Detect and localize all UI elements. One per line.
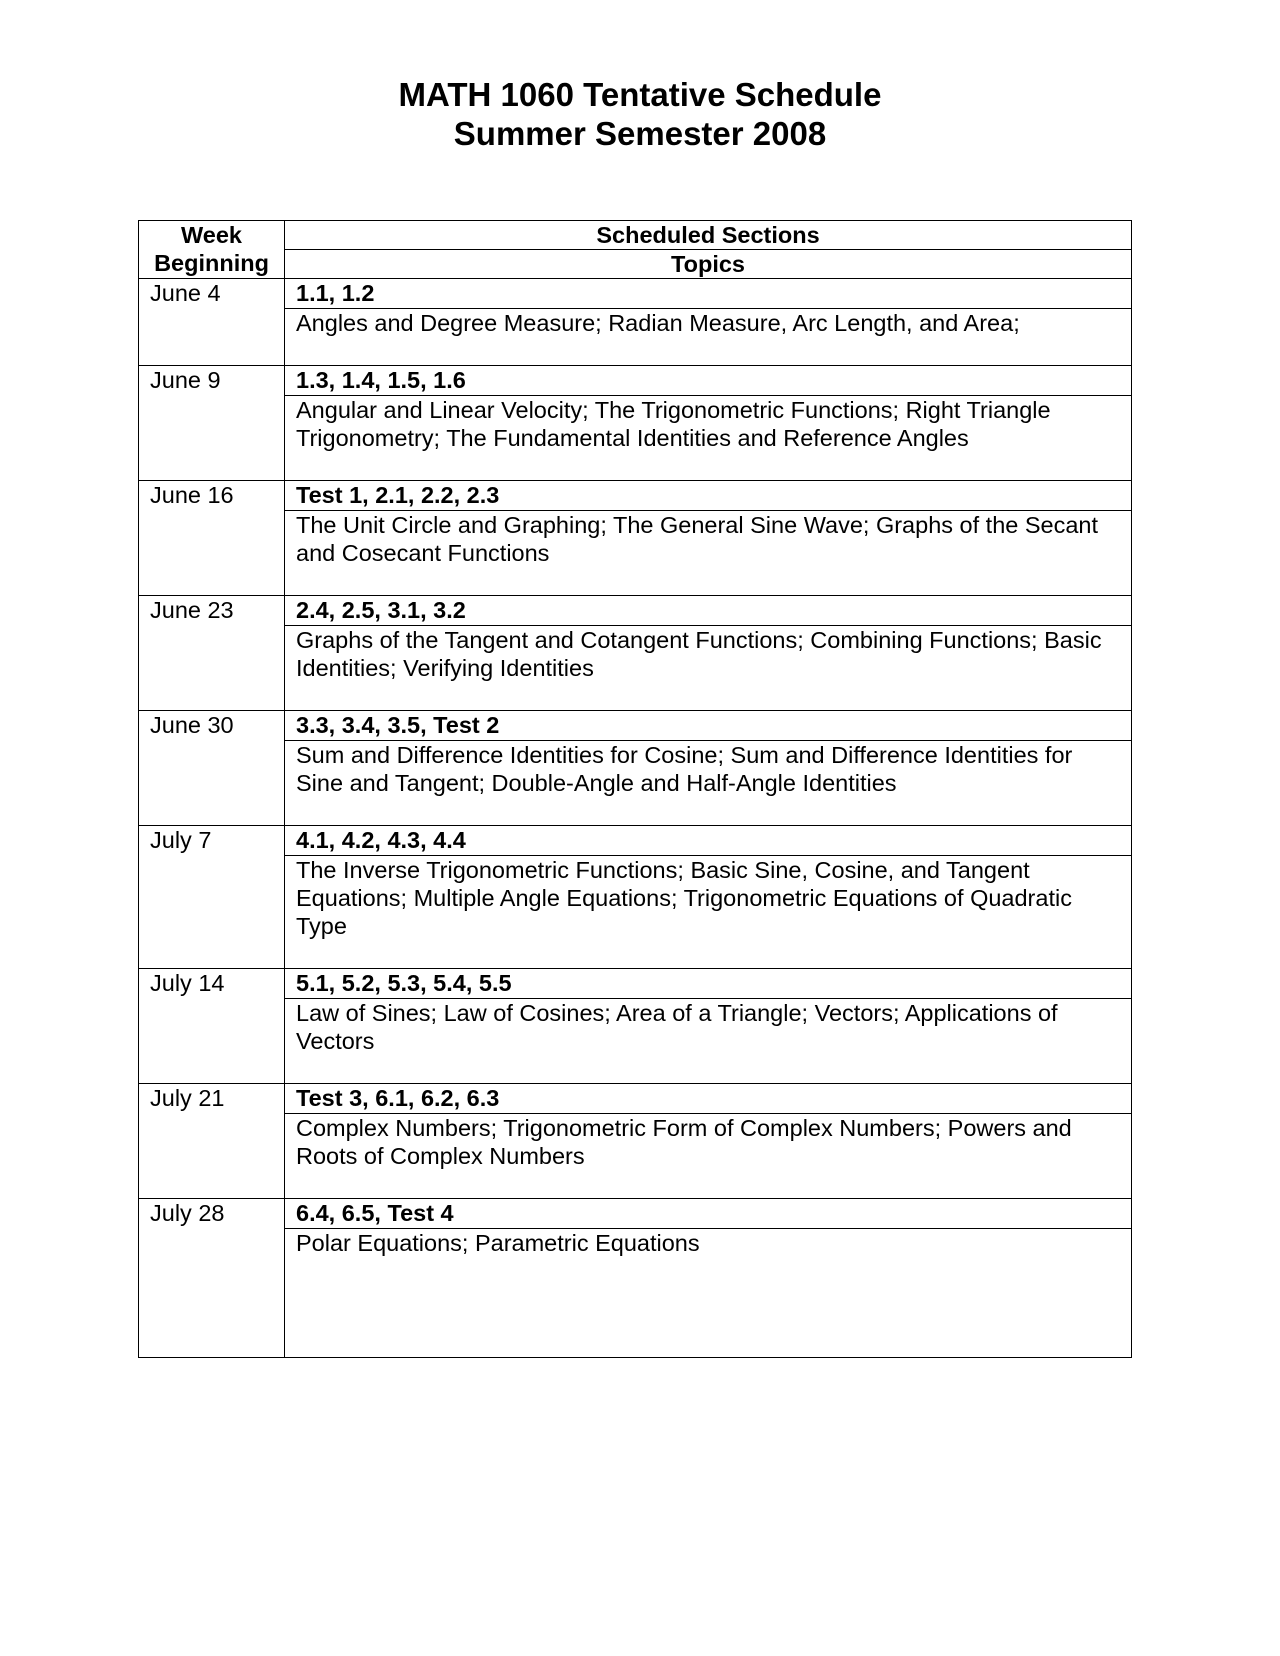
table-row-topics <box>139 1114 1132 1199</box>
week-beginning-header: Week Beginning <box>139 221 285 279</box>
week-cell: July 28 <box>139 1199 285 1358</box>
sections-cell: Test 1, 2.1, 2.2, 2.3 <box>285 481 1132 511</box>
table-row <box>139 366 1132 396</box>
page-title: MATH 1060 Tentative Schedule <box>398 76 882 113</box>
scheduled-sections-header: Scheduled Sections <box>285 221 1132 250</box>
topics-cell: The Inverse Trigonometric Functions; Basic Sine, Cosine, and Tangent Equations; Multiple Angle Equations; Trigonometric Equations of Quadratic Type <box>285 856 1132 969</box>
sections-cell: 6.4, 6.5, Test 4 <box>285 1199 1132 1229</box>
table-row-topics <box>139 1229 1132 1358</box>
sections-cell: 4.1, 4.2, 4.3, 4.4 <box>285 826 1132 856</box>
table-row <box>139 596 1132 626</box>
table-row-topics <box>139 741 1132 826</box>
topics-cell: Complex Numbers; Trigonometric Form of Complex Numbers; Powers and Roots of Complex Numbers <box>285 1114 1132 1199</box>
table-row <box>139 711 1132 741</box>
table-row-topics <box>139 999 1132 1084</box>
sections-cell: 5.1, 5.2, 5.3, 5.4, 5.5 <box>285 969 1132 999</box>
table-row-topics <box>139 309 1132 366</box>
topics-cell: Polar Equations; Parametric Equations <box>285 1229 1132 1358</box>
week-cell: June 30 <box>139 711 285 826</box>
week-cell: July 7 <box>139 826 285 969</box>
week-cell: June 4 <box>139 279 285 366</box>
table-row <box>139 481 1132 511</box>
week-cell: July 14 <box>139 969 285 1084</box>
week-cell: June 9 <box>139 366 285 481</box>
table-row <box>139 1084 1132 1114</box>
page-subtitle: Summer Semester 2008 <box>453 115 827 152</box>
table-row <box>139 969 1132 999</box>
topics-header: Topics <box>285 250 1132 279</box>
schedule-body <box>139 279 1132 1358</box>
topics-cell: The Unit Circle and Graphing; The General Sine Wave; Graphs of the Secant and Cosecant Functions <box>285 511 1132 596</box>
table-row-topics <box>139 856 1132 969</box>
sections-cell: 1.1, 1.2 <box>285 279 1132 309</box>
week-cell: July 21 <box>139 1084 285 1199</box>
topics-cell: Angular and Linear Velocity; The Trigonometric Functions; Right Triangle Trigonometry; The Fundamental Identities and Reference Angles <box>285 396 1132 481</box>
table-row <box>139 279 1132 309</box>
topics-cell: Angles and Degree Measure; Radian Measure, Arc Length, and Area; <box>285 309 1132 366</box>
table-row <box>139 1199 1132 1229</box>
table-row <box>139 826 1132 856</box>
topics-cell: Sum and Difference Identities for Cosine; Sum and Difference Identities for Sine and Tangent; Double-Angle and Half-Angle Identities <box>285 741 1132 826</box>
topics-cell: Law of Sines; Law of Cosines; Area of a Triangle; Vectors; Applications of Vectors <box>285 999 1132 1084</box>
week-cell: June 23 <box>139 596 285 711</box>
sections-cell: 2.4, 2.5, 3.1, 3.2 <box>285 596 1132 626</box>
table-row-topics <box>139 626 1132 711</box>
table-row-topics <box>139 511 1132 596</box>
table-row-topics <box>139 396 1132 481</box>
sections-cell: 3.3, 3.4, 3.5, Test 2 <box>285 711 1132 741</box>
sections-cell: Test 3, 6.1, 6.2, 6.3 <box>285 1084 1132 1114</box>
sections-cell: 1.3, 1.4, 1.5, 1.6 <box>285 366 1132 396</box>
topics-cell: Graphs of the Tangent and Cotangent Functions; Combining Functions; Basic Identities; Verifying Identities <box>285 626 1132 711</box>
schedule-table <box>138 220 1132 1358</box>
week-cell: June 16 <box>139 481 285 596</box>
